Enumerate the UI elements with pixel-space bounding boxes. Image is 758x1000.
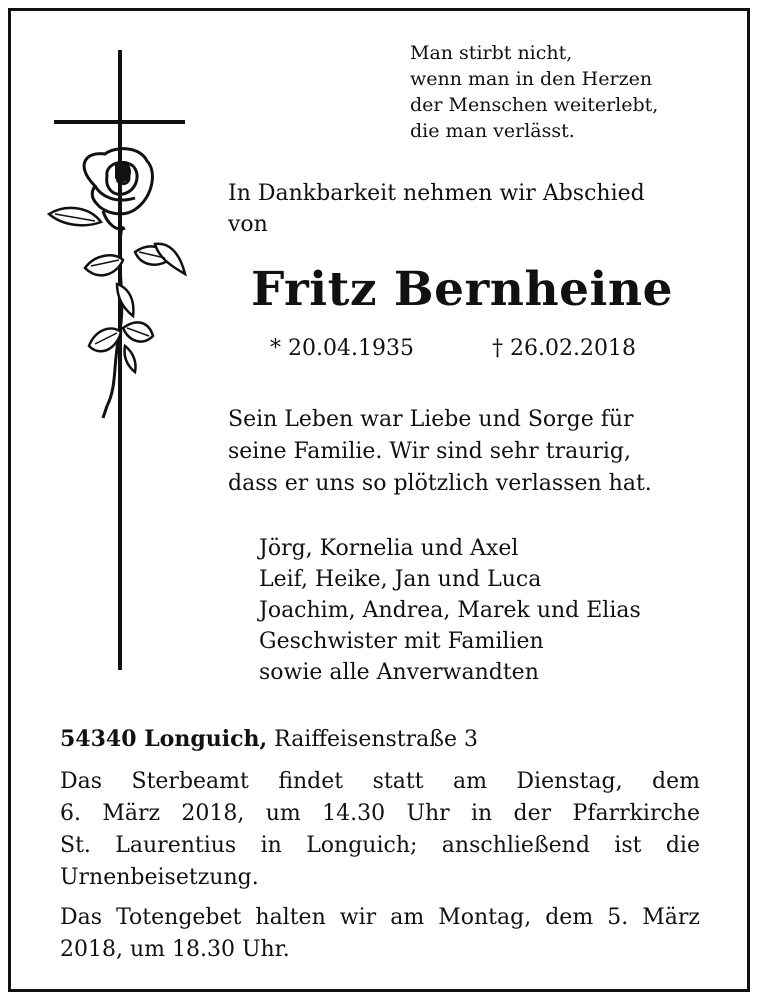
tribute-line: dass er uns so plötzlich verlassen hat. [228,471,652,496]
tribute-line: Sein Leben war Liebe und Sorge für [228,407,634,432]
farewell-intro [228,178,645,240]
mourners-list [259,533,641,688]
quote-line: wenn man in den Herzen [410,68,653,90]
prayer-line: Das Totengebet halten wir am Montag, dem 5. März [60,905,700,930]
address-street: Raiffeisenstraße 3 [267,727,478,752]
quote-line: der Menschen weiterlebt, [410,94,659,116]
service-line: 6. März 2018, um 14.30 Uhr in der Pfarrkirche [60,801,700,826]
epitaph-quote [410,40,658,144]
intro-line: von [228,212,268,237]
mourner-entry: sowie alle Anverwandten [259,660,539,685]
mourner-entry: Joachim, Andrea, Marek und Elias [259,598,641,623]
mourner-entry: Geschwister mit Familien [259,629,544,654]
service-line: Das Sterbeamt findet statt am Dienstag, dem [60,769,700,794]
service-line: St. Laurentius in Longuich; anschließend ist die [60,833,700,858]
birth-date: * 20.04.1935 [270,336,414,361]
prayer-line: 2018, um 18.30 Uhr. [60,937,290,962]
death-date: † 26.02.2018 [492,336,636,361]
quote-line: Man stirbt nicht, [410,42,573,64]
deceased-name: Fritz Bernheine [251,262,673,317]
family-address [60,726,478,752]
intro-line: In Dankbarkeit nehmen wir Abschied [228,181,645,206]
cross-with-rose-icon [45,46,195,676]
mourner-entry: Jörg, Kornelia und Axel [259,536,519,561]
life-tribute-text [228,404,652,500]
tribute-line: seine Familie. Wir sind sehr traurig, [228,439,631,464]
quote-line: die man verlässt. [410,120,575,142]
prayer-service-info [60,902,700,966]
service-line: Urnenbeisetzung. [60,865,259,890]
address-place: 54340 Longuich, [60,726,268,752]
funeral-service-info [60,766,700,894]
mourner-entry: Leif, Heike, Jan und Luca [259,567,542,592]
